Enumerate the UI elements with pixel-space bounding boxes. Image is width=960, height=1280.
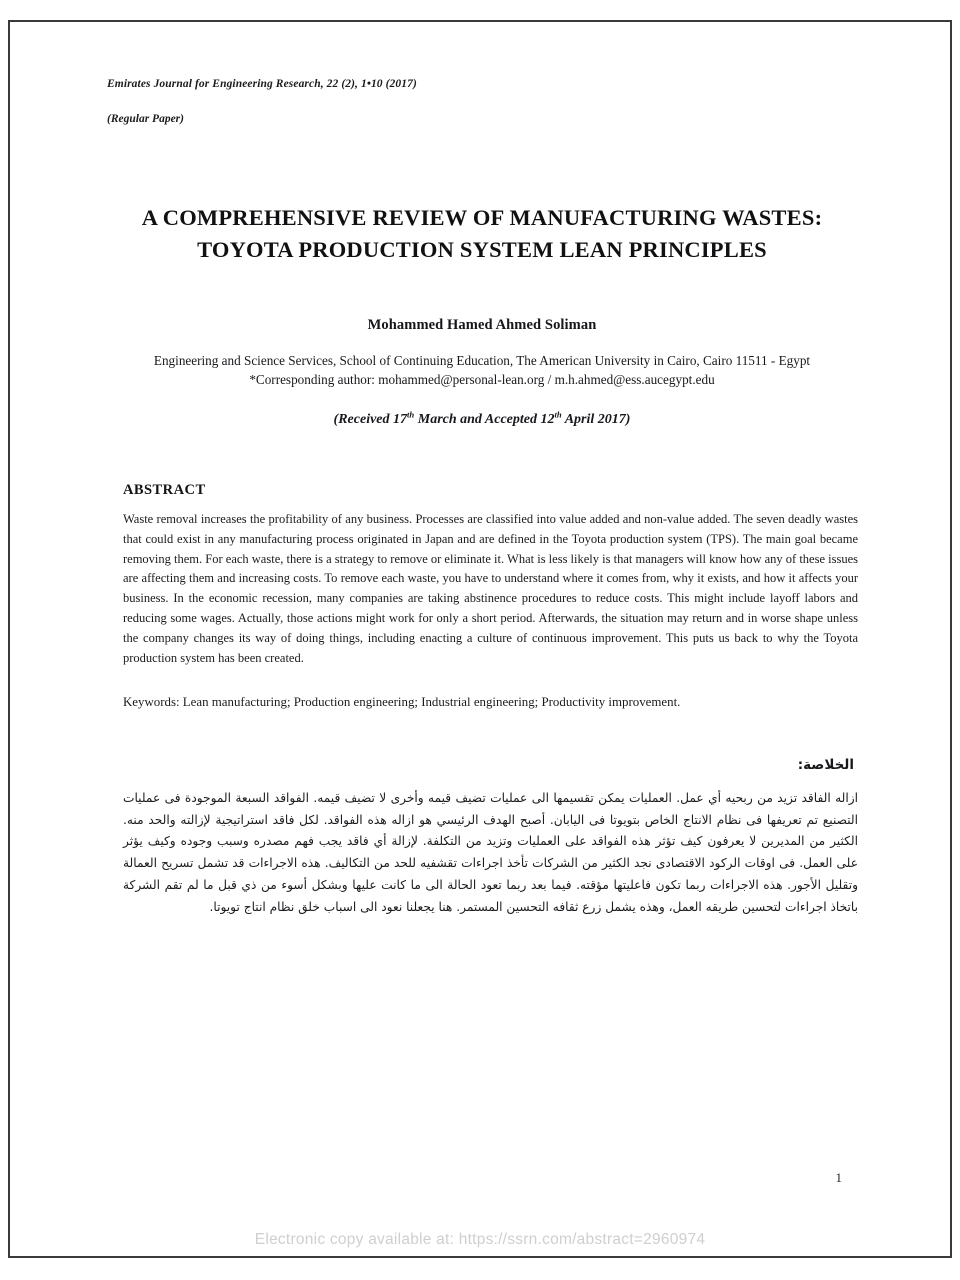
page-number: 1	[835, 1170, 842, 1185]
arabic-abstract-body	[123, 788, 858, 918]
document-page	[8, 20, 952, 1258]
keywords-line: Keywords: Lean manufacturing; Production engineering; Industrial engineering; Productivity improvement.	[123, 695, 681, 709]
title-line-1: A COMPREHENSIVE REVIEW OF MANUFACTURING WASTES:	[141, 205, 823, 230]
dates-middle: March and Accepted 12	[414, 412, 555, 427]
abstract-body-text: Waste removal increases the profitability of any business. Processes are classified into value added and non-value added. The seven deadly wastes that could exist in any manufacturing process originated in Japan and are defined in the Toyota production system (TPS). The main goal became removing them. For each waste, there is a strategy to remove or eliminate it. What is less likely is that managers will know how any of these issues are affecting them and increasing costs. To remove each waste, you have to understand where it comes from, why it exists, and how it affects your business. In the economic recession, many companies are taking abstinence procedures to reduce costs. This might include layoff labors and reducing some wages. Actually, those actions might work for only a short period. Afterwards, the situation may return and in worse shape unless the company changes its way of doing things, including enacting a culture of continuous improvement. This puts us back to why the Toyota production system has been created.	[123, 512, 859, 665]
author-block	[70, 317, 894, 334]
affiliation-block	[50, 352, 914, 389]
title-line-2: TOYOTA PRODUCTION SYSTEM LEAN PRINCIPLES	[197, 236, 767, 262]
abstract-heading: ABSTRACT	[123, 482, 206, 498]
arabic-abstract-paragraph: ازاله الفاقد تزيد من ربحيه أي عمل. العمليات يمكن تقسيمها الى عمليات تضيف قيمه وأخرى لا تضيف قيمه. الفواقد السبعة الموجودة فى عمليات التصنيع تم تعريفها فى نظام الانتاج الخاص بتويوتا فى اليابان. أصبح الهدف الرئيسي هو ازاله هذه الفواقد. لكل فاقد استراتيجية لإزالته والحد منه. الكثير من المديرين لا يعرفون كيف تؤثر هذه الفواقد على العمليات وتزيد من التكلفة. لإزالة أي فاقد يجب فهم مصدره وسبب وجوده وكيف يؤثر على العمل. فى اوقات الركود الاقتصادى نجد الكثير من الشركات تأخذ اجراءات تقشفيه للحد من التكاليف. هذه الاجراءات قد تشمل تسريح العمالة وتقليل الأجور. هذه الاجراءات ربما تكون فاعليتها مؤقته. فيما بعد ربما تعود الحالة الى ما كانت عليها وبشكل أسوء من ذي قبل ما لم تقم الشركة باتخاذ اجراءات لتحسين طريقه العمل، وهذه يشمل زرع ثقافه التحسين المستمر. هنا يجعلنا نعود الى اسباب خلق نظام انتاج تويوتا.	[123, 791, 858, 914]
received-ordinal-suffix: th	[407, 409, 415, 420]
paper-type-label: (Regular Paper)	[107, 112, 184, 125]
journal-header	[107, 78, 827, 127]
page-content-area	[10, 22, 950, 1256]
corresponding-author-text: *Corresponding author: mohammed@personal-lean.org / m.h.ahmed@ess.aucegypt.edu	[249, 371, 715, 387]
page-title	[70, 202, 894, 266]
journal-reference: Emirates Journal for Engineering Research, 22 (2), 1•10 (2017)	[107, 78, 417, 90]
ssrn-watermark: Electronic copy available at: https://ssrn.com/abstract=2960974	[254, 1231, 706, 1248]
author-name: Mohammed Hamed Ahmed Soliman	[367, 317, 597, 333]
received-accepted-dates	[70, 409, 894, 428]
dates-suffix: April 2017)	[561, 412, 631, 427]
dates-prefix: (Received 17	[333, 412, 408, 427]
arabic-abstract-heading: الخلاصة:	[797, 757, 854, 773]
affiliation-text: Engineering and Science Services, School of Continuing Education, The American University in Cairo, Cairo 11511 - Egypt	[153, 353, 811, 368]
accepted-ordinal-suffix: th	[554, 409, 562, 420]
